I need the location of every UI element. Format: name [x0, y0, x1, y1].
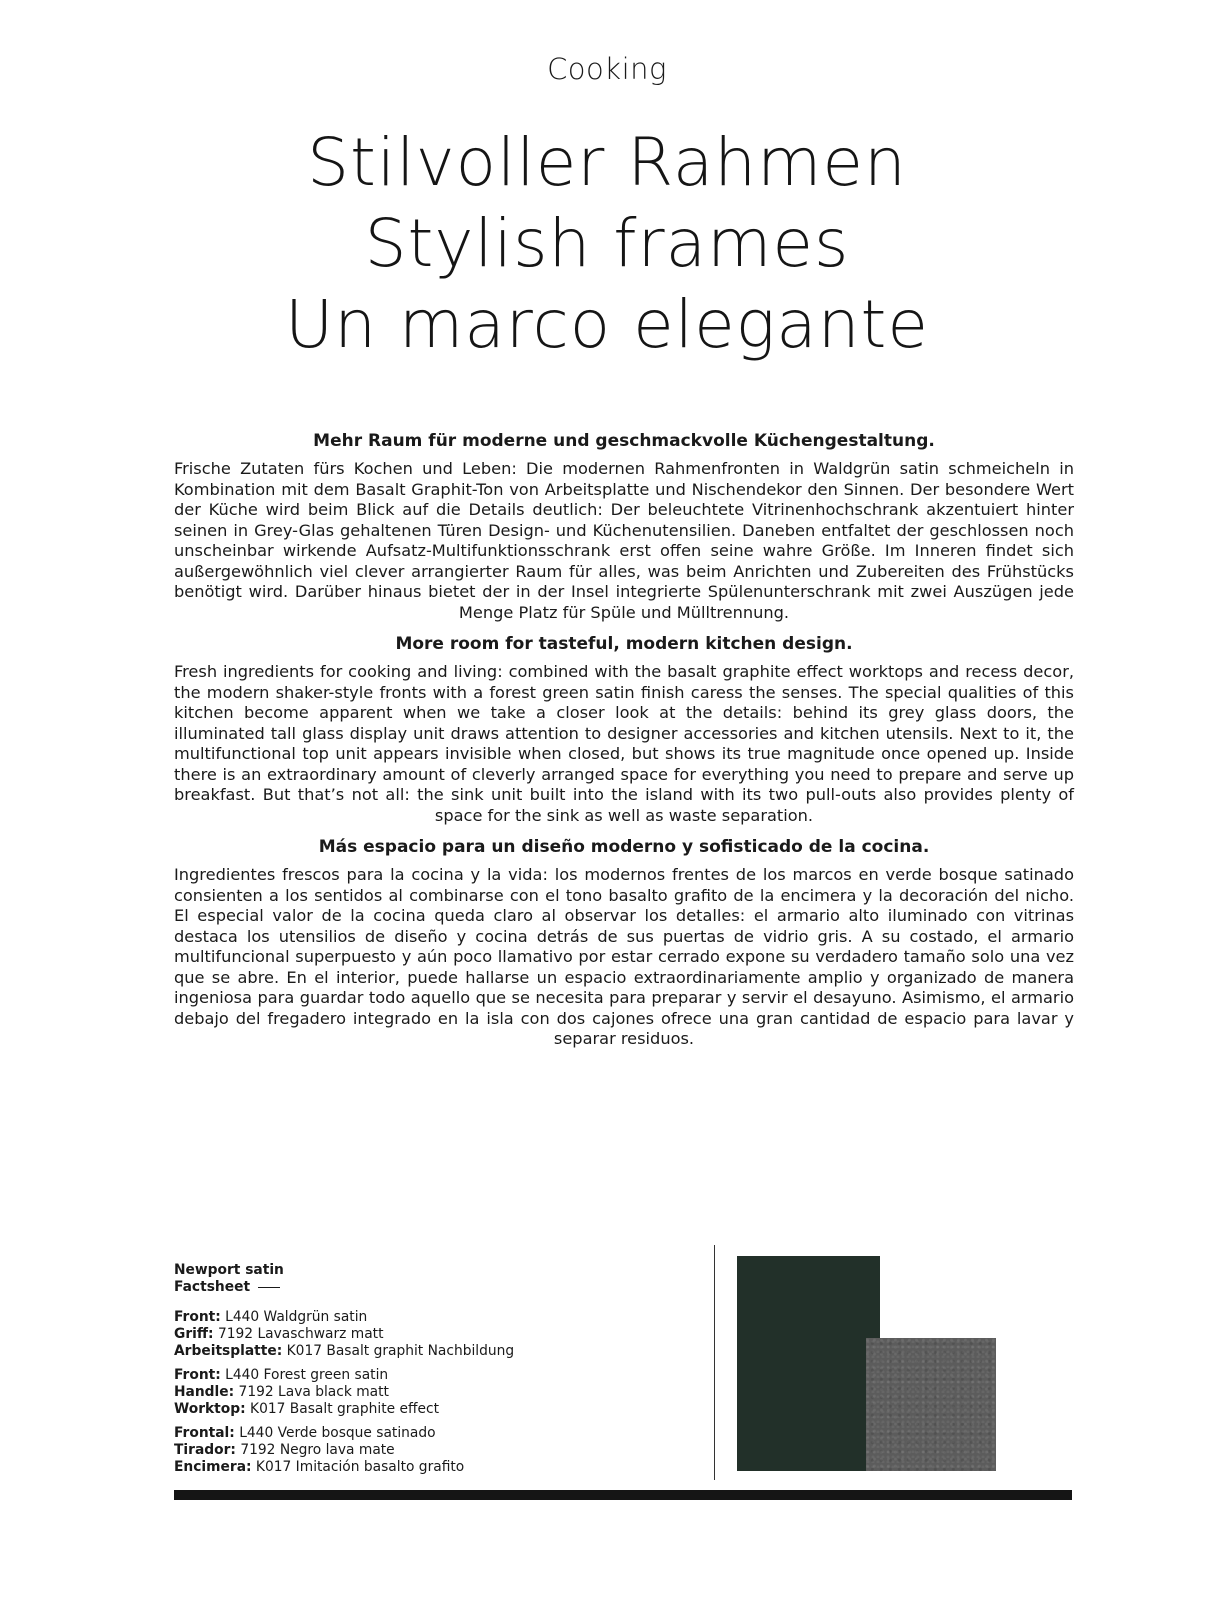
worktop-texture-swatch [866, 1338, 996, 1471]
row-value: L440 Verde bosque satinado [234, 1425, 436, 1441]
title-german: Stilvoller Rahmen [307, 124, 907, 201]
row-label: Worktop: [174, 1401, 246, 1417]
factsheet-row [174, 1309, 694, 1326]
row-value: K017 Basalt graphit Nachbildung [282, 1343, 515, 1359]
factsheet-title: Newport satin [174, 1262, 284, 1278]
factsheet-group-spanish [174, 1425, 694, 1476]
factsheet-group-german [174, 1309, 694, 1360]
body-text [174, 430, 1074, 1060]
title-english: Stylish frames [364, 205, 850, 282]
factsheet-row [174, 1367, 694, 1384]
section-spanish [174, 836, 1074, 1050]
row-label: Griff: [174, 1326, 214, 1342]
section-heading: Mehr Raum für moderne und geschmackvolle Küchengestaltung. [313, 431, 935, 451]
factsheet-row [174, 1401, 694, 1418]
row-label: Arbeitsplatte: [174, 1343, 283, 1359]
vertical-divider [714, 1245, 715, 1480]
row-value: 7192 Lava black matt [234, 1384, 389, 1400]
bottom-rule [174, 1490, 1072, 1500]
section-paragraph: Fresh ingredients for cooking and living: combined with the basalt graphite effect worktops and recess decor, the modern shaker-style fronts with a forest green satin finish caress the senses. The special qualities of this kitchen become apparent when we take a closer look at the details: behind its grey glass doors, the illuminated tall glass display unit draws attention to designer accessories and kitchen utensils. Next to it, the multifunctional top unit appears invisible when closed, but shows its true magnitude once opened up. Inside there is an extraordinary amount of cleverly arranged space for everything you need to prepare and serve up breakfast. But that’s not all: the sink unit built into the island with its two pull-outs also provides plenty of space for the sink as well as waste separation. [174, 662, 1074, 825]
section-german [174, 430, 1074, 623]
factsheet-row [174, 1343, 694, 1360]
factsheet-row [174, 1459, 694, 1476]
row-label: Front: [174, 1309, 221, 1325]
row-label: Front: [174, 1367, 221, 1383]
section-paragraph: Ingredientes frescos para la cocina y la vida: los modernos frentes de los marcos en verde bosque satinado consienten a los sentidos al combinarse con el tono basalto grafito de la encimera y la decoración del nicho. El especial valor de la cocina queda claro al observar los detalles: el armario alto iluminado con vitrinas destaca los utensilios de diseño y cocina detrás de sus puertas de vidrio gris. A su costado, el armario multifuncional superpuesto y aún poco llamativo por estar cerrado expone su verdadero tamaño solo una vez que se abre. En el interior, puede hallarse un espacio extraordinariamente amplio y organizado de manera ingeniosa para guardar todo aquello que se necesita para preparar y servir el desayuno. Asimismo, el armario debajo del fregadero integrado en la isla con dos cajones ofrece una gran cantidad de espacio para lavar y separar residuos. [174, 865, 1074, 1048]
factsheet [174, 1262, 694, 1483]
section-heading: Más espacio para un diseño moderno y sofisticado de la cocina. [318, 837, 930, 857]
row-value: K017 Imitación basalto grafito [251, 1459, 465, 1475]
category-label: Cooking [547, 52, 667, 86]
page-title [0, 122, 1214, 365]
row-label: Handle: [174, 1384, 235, 1400]
row-value: 7192 Negro lava mate [235, 1442, 395, 1458]
row-value: K017 Basalt graphite effect [245, 1401, 439, 1417]
row-label: Encimera: [174, 1459, 252, 1475]
row-value: 7192 Lavaschwarz matt [213, 1326, 384, 1342]
row-label: Frontal: [174, 1425, 235, 1441]
factsheet-rule [258, 1287, 280, 1289]
front-color-swatch [737, 1256, 880, 1471]
row-value: L440 Waldgrün satin [220, 1309, 368, 1325]
factsheet-row [174, 1425, 694, 1442]
factsheet-subtitle [174, 1279, 694, 1296]
section-english [174, 633, 1074, 826]
factsheet-row [174, 1442, 694, 1459]
section-paragraph: Frische Zutaten fürs Kochen und Leben: Die modernen Rahmenfronten in Waldgrün satin schmeicheln in Kombination mit dem Basalt Graphit-Ton von Arbeitsplatte und Nischendekor den Sinnen. Der besondere Wert der Küche wird beim Blick auf die Details deutlich: Der beleuchtete Vitrinenhochschrank akzentuiert hinter seinen in Grey-Glas gehaltenen Türen Design- und Küchenutensilien. Daneben entfaltet der geschlossen noch unscheinbar wirkende Aufsatz-Multifunktionsschrank erst offen seine wahre Größe. Im Inneren findet sich außergewöhnlich viel clever arrangierter Raum für alles, was beim Anrichten und Zubereiten des Frühstücks benötigt wird. Darüber hinaus bietet der in der Insel integrierte Spülenunterschrank mit zwei Auszügen jede Menge Platz für Spüle und Mülltrennung. [174, 459, 1074, 622]
factsheet-row [174, 1326, 694, 1343]
row-value: L440 Forest green satin [220, 1367, 389, 1383]
section-heading: More room for tasteful, modern kitchen design. [395, 634, 853, 654]
title-spanish: Un marco elegante [284, 286, 930, 363]
factsheet-row [174, 1384, 694, 1401]
row-label: Tirador: [174, 1442, 236, 1458]
factsheet-group-english [174, 1367, 694, 1418]
factsheet-subtitle-text: Factsheet [174, 1279, 251, 1295]
